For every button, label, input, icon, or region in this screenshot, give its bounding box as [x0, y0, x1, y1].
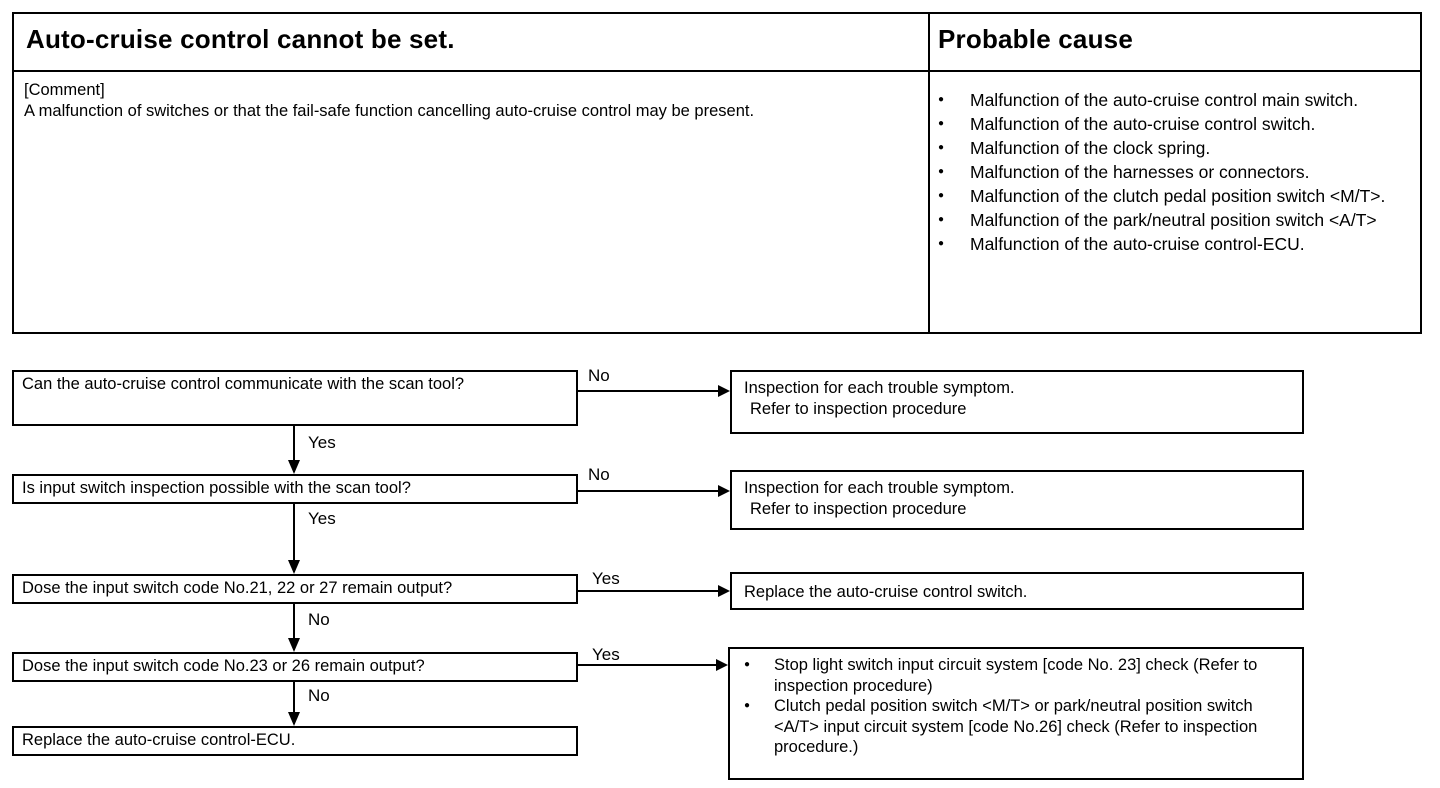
result-4-list: [740, 655, 1292, 758]
column-divider: [928, 14, 930, 332]
cause-item: ● Malfunction of the auto-cruise control-ECU.: [936, 232, 1412, 256]
yes-label-1: Yes: [308, 433, 336, 452]
result-1-line-2: Refer to inspection procedure: [750, 400, 967, 418]
result-1-box: [730, 370, 1304, 434]
no-label-4: No: [308, 686, 330, 705]
no-arrow-2: [578, 490, 728, 492]
no-label-3: No: [308, 610, 330, 629]
header-divider: [14, 70, 1420, 72]
question-1-box: Can the auto-cruise control communicate with the scan tool?: [12, 370, 578, 426]
question-3-box: Dose the input switch code No.21, 22 or 27 remain output?: [12, 574, 578, 604]
no-label-1: No: [588, 366, 610, 385]
result-4-item: ● Stop light switch input circuit system [code No. 23] check (Refer to inspection procedure): [740, 655, 1292, 696]
cause-item: ● Malfunction of the auto-cruise control main switch.: [936, 88, 1412, 112]
result-2-box: [730, 470, 1304, 530]
final-action-box: Replace the auto-cruise control-ECU.: [12, 726, 578, 756]
yes-arrow-1: [293, 426, 295, 472]
question-4-box: Dose the input switch code No.23 or 26 remain output?: [12, 652, 578, 682]
yes-label-4: Yes: [592, 645, 620, 664]
yes-arrow-3: [578, 590, 728, 592]
cause-item: ● Malfunction of the clutch pedal position switch <M/T>.: [936, 184, 1412, 208]
yes-label-2: Yes: [308, 509, 336, 528]
yes-arrow-2: [293, 504, 295, 572]
result-1-line-1: Inspection for each trouble symptom.: [744, 379, 1015, 397]
result-2-line-2: Refer to inspection procedure: [750, 500, 967, 518]
symptom-table: [12, 12, 1422, 334]
cause-item: ● Malfunction of the auto-cruise control switch.: [936, 112, 1412, 136]
question-2-box: Is input switch inspection possible with the scan tool?: [12, 474, 578, 504]
cause-item: ● Malfunction of the clock spring.: [936, 136, 1412, 160]
cause-item: ● Malfunction of the park/neutral position switch <A/T>: [936, 208, 1412, 232]
result-4-item: ● Clutch pedal position switch <M/T> or park/neutral position switch <A/T> input circuit system [code No.26] check (Refer to inspection procedure.): [740, 696, 1292, 758]
result-3-box: Replace the auto-cruise control switch.: [730, 572, 1304, 610]
no-arrow-4: [293, 682, 295, 724]
probable-cause-list: [936, 88, 1412, 256]
no-arrow-1: [578, 390, 728, 392]
symptom-title: Auto-cruise control cannot be set.: [26, 24, 455, 54]
yes-label-3: Yes: [592, 569, 620, 588]
probable-cause-header: Probable cause: [938, 24, 1133, 54]
cause-item: ● Malfunction of the harnesses or connectors.: [936, 160, 1412, 184]
result-2-line-1: Inspection for each trouble symptom.: [744, 479, 1015, 497]
comment-text: A malfunction of switches or that the fail-safe function cancelling auto-cruise control may be present.: [24, 102, 755, 120]
no-label-2: No: [588, 465, 610, 484]
comment-block: [24, 80, 924, 122]
no-arrow-3: [293, 604, 295, 650]
result-4-box: [728, 647, 1304, 780]
comment-label: [Comment]: [24, 81, 105, 99]
